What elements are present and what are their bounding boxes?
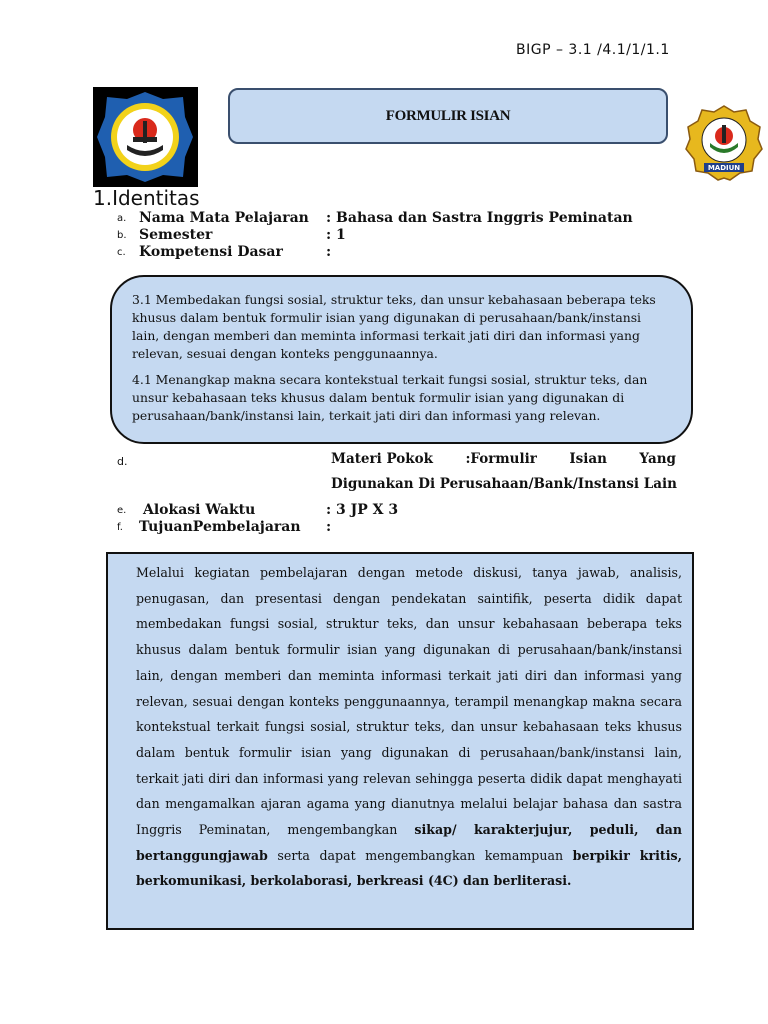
materi-word: Isian xyxy=(569,451,607,467)
row-marker: e. xyxy=(117,505,127,516)
row-marker: b. xyxy=(117,230,127,241)
row-value: : xyxy=(326,519,332,535)
row-label: TujuanPembelajaran xyxy=(139,519,301,535)
school-logo-left xyxy=(93,87,198,187)
row-label: Alokasi Waktu xyxy=(143,502,256,518)
materi-word: :Formulir xyxy=(465,451,537,467)
tujuan-bold-karakter: sikap/ karakterjujur, peduli, dan bertanggungjawab xyxy=(136,822,682,863)
form-title: FORMULIR ISIAN xyxy=(385,107,511,124)
row-marker: a. xyxy=(117,213,127,224)
document-code: BIGP – 3.1 /4.1/1/1.1 xyxy=(516,42,670,58)
materi-word: Yang xyxy=(639,451,676,467)
form-title-banner xyxy=(228,88,668,144)
tujuan-bold-4c: berpikir kritis, berkomunikasi, berkolaborasi, berkreasi (4C) dan berliterasi. xyxy=(136,847,683,889)
row-marker: f. xyxy=(117,522,123,533)
materi-pokok-continuation: Digunakan Di Perusahaan/Bank/Instansi Lain xyxy=(331,476,677,492)
row-label: Nama Mata Pelajaran xyxy=(139,210,309,226)
row-marker-d: d. xyxy=(117,455,128,468)
row-value: : xyxy=(326,244,332,260)
tujuan-pembelajaran-box xyxy=(106,552,694,930)
tujuan-text-2: serta dapat mengembangkan kemampuan xyxy=(267,847,573,863)
tujuan-paragraph xyxy=(136,560,682,894)
materi-word: Materi Pokok xyxy=(331,451,433,467)
row-label: Semester xyxy=(139,227,213,243)
row-value: : 1 xyxy=(326,227,346,243)
madiun-label: MADIUN xyxy=(707,164,741,172)
row-label: Kompetensi Dasar xyxy=(139,244,283,260)
row-value: : Bahasa dan Sastra Inggris Peminatan xyxy=(326,210,633,226)
section-heading-identitas: 1.Identitas xyxy=(93,186,200,210)
kd-4-1-text: 4.1 Menangkap makna secara kontekstual terkait fungsi sosial, struktur teks, dan unsur kebahasaan teks khusus dalam bentuk formulir isian yang digunakan di perusahaan/bank/instansi lain, terkait jati diri dan informasi yang relevan. xyxy=(132,372,648,423)
kd-3-1-text: 3.1 Membedakan fungsi sosial, struktur teks, dan unsur kebahasaan beberapa teks khusus dalam bentuk formulir isian yang digunakan di perusahaan/bank/instansi lain, dengan memberi dan meminta informasi terkait jati diri dan informasi yang relevan, sesuai dengan konteks penggunaannya. xyxy=(132,292,656,361)
school-logo-right xyxy=(684,103,764,183)
kompetensi-dasar-box xyxy=(110,275,693,444)
row-value: : 3 JP X 3 xyxy=(326,502,399,518)
row-marker: c. xyxy=(117,247,126,258)
madiun-emblem xyxy=(684,103,764,183)
tujuan-text-1: Melalui kegiatan pembelajaran dengan metode diskusi, tanya jawab, analisis, penugasan, dan presentasi dengan pendekatan saintifik, peserta didik dapat membedakan fungsi sosial, struktur teks, dan unsur kebahasaan beberapa teks khusus dalam bentuk formulir isian yang digunakan di perusahaan/bank/instansi lain, dengan memberi dan meminta informasi terkait jati diri dan informasi yang relevan, sesuai dengan konteks penggunaannya, terampil menangkap makna secara kontekstual terkait fungsi sosial, struktur teks, dan unsur kebahasaan teks khusus dalam bentuk formulir isian yang digunakan di perusahaan/bank/instansi lain, terkait jati diri dan informasi yang relevan sehingga peserta didik dapat menghayati dan mengamalkan ajaran agama yang dianutnya melalui belajar bahasa dan sastra Inggris Peminatan, mengembangkan xyxy=(136,565,682,838)
materi-pokok-line xyxy=(331,451,676,467)
madrasah-emblem xyxy=(93,87,198,187)
